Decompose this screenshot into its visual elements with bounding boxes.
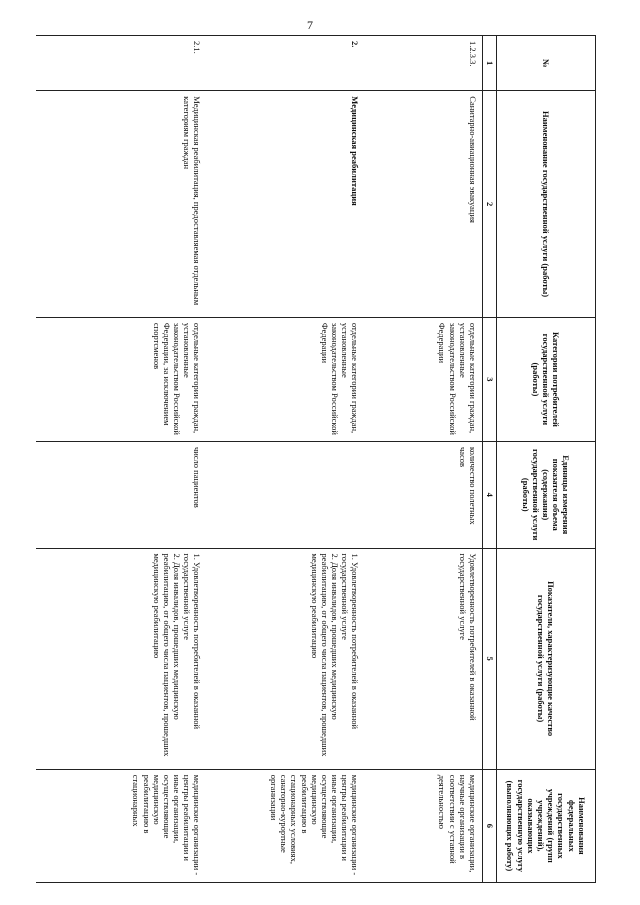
row-volume-unit	[207, 441, 365, 548]
row-volume-unit: число пациентов	[37, 441, 207, 548]
table-row	[365, 36, 483, 883]
row-quality-indicators: 1. Удовлетворенность потребителей в оказанной государственной услуге 2. Доля инвалидов, прошедших медицинскую реабилитацию, от общего числа пациентов, прошедших медицинскую реабилитацию	[207, 548, 365, 769]
row-consumer-categories: отдельные категории граждан, установленные законодательством Российской Федерации	[365, 317, 483, 441]
header-service-name: Наименование государственной услуги (работы)	[497, 91, 596, 318]
column-number: 1	[483, 36, 497, 91]
row-volume-unit: количество полетных часов	[365, 441, 483, 548]
header-institutions: Наименования федеральных государственных учреждений (групп учреждений), оказывающих государственную услугу (выполняющих работу)	[497, 769, 596, 882]
rotated-table-page	[31, 35, 596, 883]
table-row	[207, 36, 365, 883]
column-number: 6	[483, 769, 497, 882]
services-table	[37, 35, 597, 883]
row-institutions: медицинские организации - центры реабилитации и иные организации, осуществляющие медицинскую реабилитацию в стационарных условиях, санаторно-курортные организации	[207, 769, 365, 882]
row-quality-indicators: 1. Удовлетворенность потребителей в оказанной государственной услуге 2. Доля инвалидов, прошедших медицинскую реабилитацию, от общего числа пациентов, прошедших медицинскую реабилитацию	[37, 548, 207, 769]
table-header-row	[497, 36, 596, 883]
row-service-name: Санитарно-авиационная эвакуация	[365, 91, 483, 318]
table-row	[37, 36, 207, 883]
row-service-name: Медицинская реабилитация, предоставляемая отдельным категориям граждан	[37, 91, 207, 318]
column-number: 3	[483, 317, 497, 441]
column-number: 4	[483, 441, 497, 548]
row-number: 1.2.3.3.	[365, 36, 483, 91]
row-quality-indicators: Удовлетворенность потребителей в оказанной государственной услуге	[365, 548, 483, 769]
header-consumer-categories: Категории потребителей государственной услуги (работы)	[497, 317, 596, 441]
row-institutions: медицинские организации - центры реабилитации и иные организации, осуществляющие медицинскую реабилитацию в стационарных	[37, 769, 207, 882]
row-number: 2.	[207, 36, 365, 91]
row-consumer-categories: отдельные категории граждан, установленные законодательством Российской Федерации, за исключением спортсменов	[37, 317, 207, 441]
row-service-name: Медицинская реабилитация	[207, 91, 365, 318]
column-number: 2	[483, 91, 497, 318]
row-consumer-categories: отдельные категории граждан, установленные законодательством Российской Федерации	[207, 317, 365, 441]
header-number: №	[497, 36, 596, 91]
column-number-row	[483, 36, 497, 883]
header-volume-unit: Единицы измерения показателя объема (содержания) государственной услуги (работы)	[497, 441, 596, 548]
row-institutions: медицинские организации, научные организации в соответствии с уставной деятельностью	[365, 769, 483, 882]
row-number: 2.1.	[37, 36, 207, 91]
column-number: 5	[483, 548, 497, 769]
header-quality-indicators: Показатели, характеризующие качество государственной услуги (работы)	[497, 548, 596, 769]
page-number: 7	[307, 18, 313, 32]
